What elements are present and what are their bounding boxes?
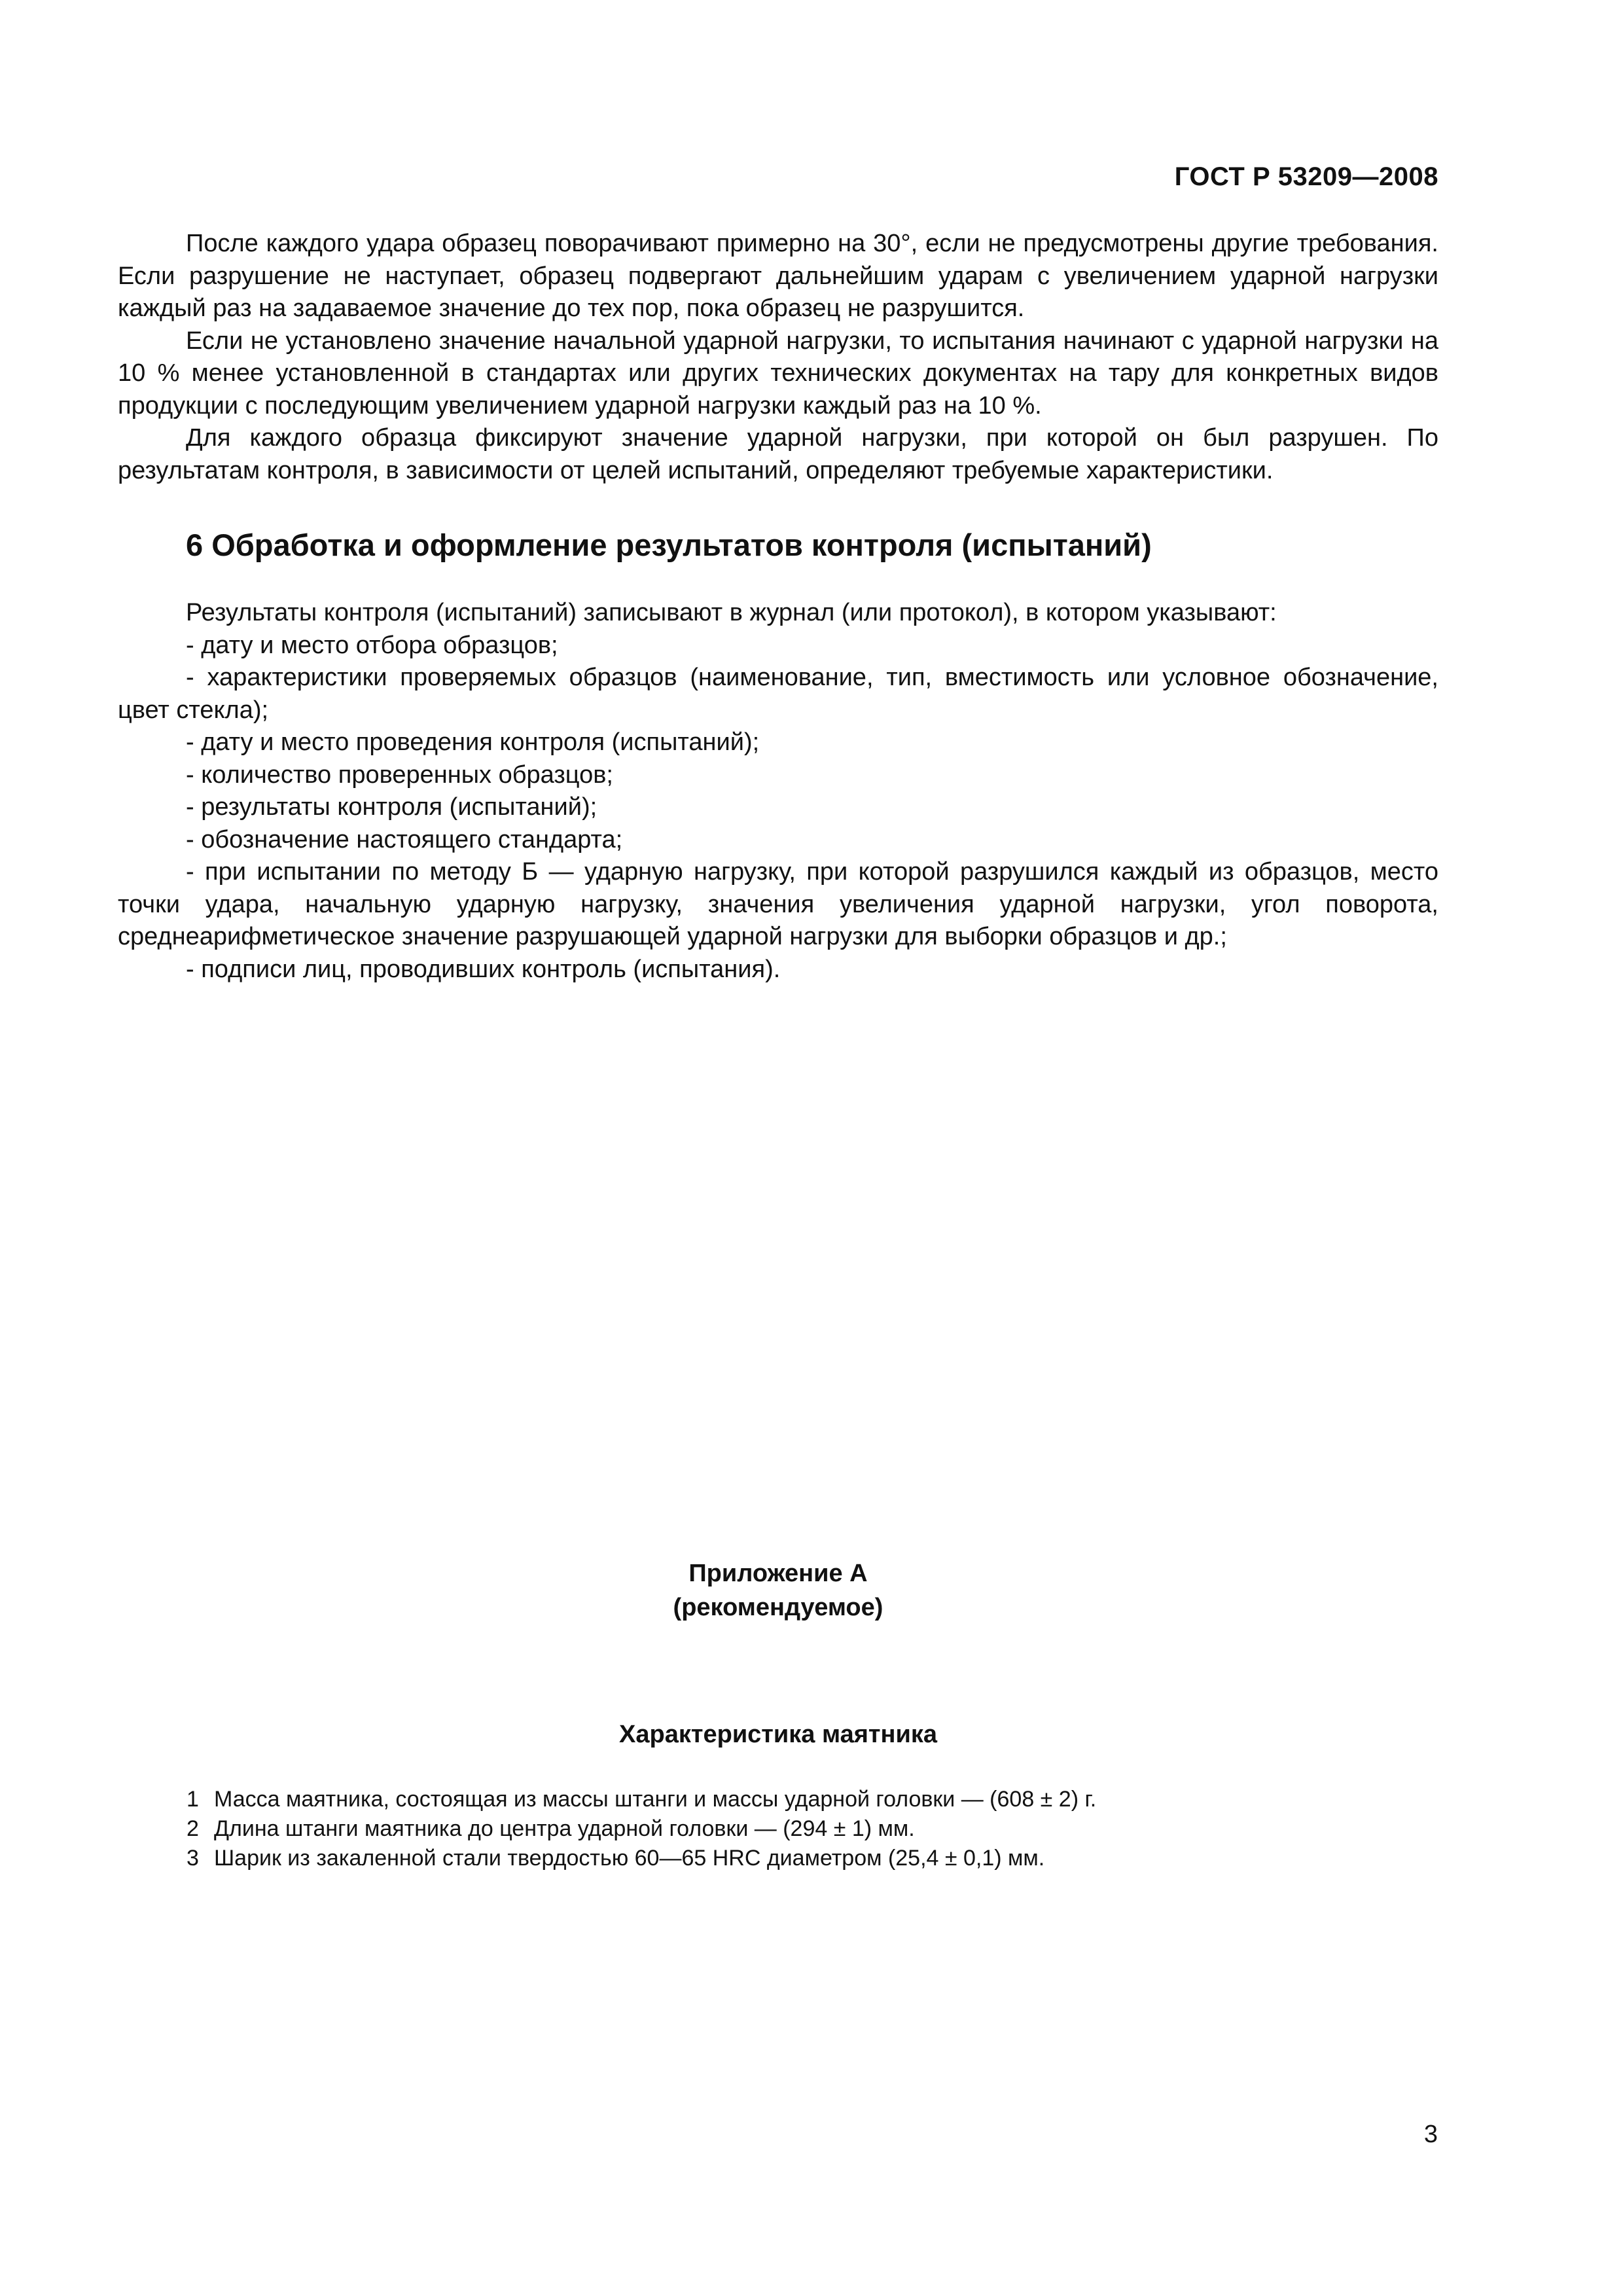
list-item: - при испытании по методу Б — ударную нагрузку, при которой разрушился каждый из образцов, место точки удара, начальную ударную нагрузку, значения увеличения ударной нагрузки, угол поворота, среднеарифметическое значение разрушающей ударной нагрузки для выборки образцов и др.; [118,858,1438,950]
list-item [187,1814,1430,1844]
item-number: 3 [187,1846,199,1871]
document-code: ГОСТ Р 53209—2008 [1174,162,1438,191]
item-number: 1 [187,1787,199,1812]
list-item [187,1785,1430,1814]
item-text: Масса маятника, состоящая из массы штанги и массы ударной головки — (608 ± 2) г. [214,1787,1097,1812]
list-item: - характеристики проверяемых образцов (наименование, тип, вместимость или условное обозначение, цвет стекла); [118,664,1438,724]
section-heading: 6 Обработка и оформление результатов контроля (испытаний) [186,528,1152,562]
page-number: 3 [1423,2121,1438,2148]
paragraph: Если не установлено значение начальной ударной нагрузки, то испытания начинают с ударной нагрузки на 10 % менее установленной в стандартах или других технических документах на тару для конкретных видов продукции с последующим увеличением ударной нагрузки каждый раз на 10 %. [118,327,1438,420]
list-item: - дату и место отбора образцов; [186,631,558,659]
list-item: - количество проверенных образцов; [186,761,613,789]
list-item: - подписи лиц, проводивших контроль (испытания). [186,955,781,983]
item-text: Шарик из закаленной стали твердостью 60—65 HRC диаметром (25,4 ± 0,1) мм. [214,1846,1045,1871]
list-item: - дату и место проведения контроля (испытаний); [186,728,760,756]
pendulum-characteristics-list [187,1785,1430,1873]
appendix-type: (рекомендуемое) [673,1594,883,1621]
list-item: - обозначение настоящего стандарта; [186,825,623,853]
paragraph: После каждого удара образец поворачивают примерно на 30°, если не предусмотрены другие требования. Если разрушение не наступает, образец подвергают дальнейшим ударам с увеличением ударной нагрузки каждый раз на задаваемое значение до тех пор, пока образец не разрушится. [118,230,1438,322]
paragraph: Для каждого образца фиксируют значение ударной нагрузки, при которой он был разрушен. По результатам контроля, в зависимости от целей испытаний, определяют требуемые характеристики. [118,424,1438,484]
section-lead: Результаты контроля (испытаний) записывают в журнал (или протокол), в котором указывают: [186,599,1277,626]
list-item [187,1844,1430,1873]
main-content [118,228,1438,986]
list-item: - результаты контроля (испытаний); [186,793,597,821]
item-text: Длина штанги маятника до центра ударной головки — (294 ± 1) мм. [214,1816,915,1841]
item-number: 2 [187,1816,199,1841]
appendix-title: Характеристика маятника [619,1721,937,1748]
appendix-header [118,1556,1438,1624]
appendix-label: Приложение А [688,1560,868,1587]
